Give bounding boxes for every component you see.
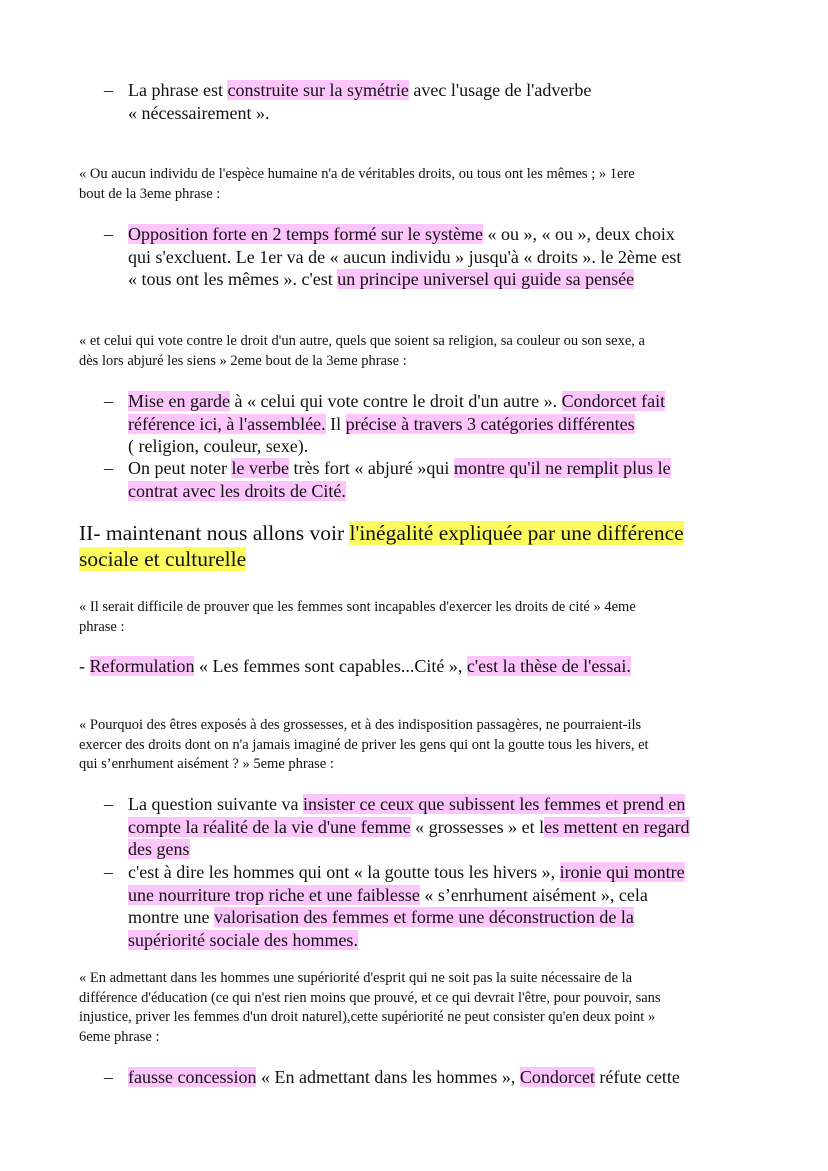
quote-5eme-phrase: « Pourquoi des êtres exposés à des grossesses, et à des indisposition passagères, ne pourraient-ils exercer des droits dont on n'a jamais imaginé de priver les gens qui ont la goutte tous les hivers, et qui s’enrhument aisément ? » 5eme phrase :: [79, 717, 649, 772]
highlight: une nourriture trop riche et une faiblesse: [128, 884, 420, 905]
bullet-opposition: – Opposition forte en 2 temps formé sur le système « ou », « ou », deux choix qui s'excluent. Le 1er va de « aucun individu » jusqu'à « droits ». le 2ème est « tous ont les mêmes ». c'est un principe universel qui guide sa pensée: [104, 224, 682, 290]
highlight: compte la réalité de la vie d'une femme: [128, 816, 411, 837]
highlight: ironie qui montre: [559, 862, 685, 882]
highlight: des gens: [128, 839, 190, 860]
bullet-fausse-concession: – fausse concession « En admettant dans les hommes », Condorcet réfute cette: [104, 1067, 680, 1087]
highlight: Opposition forte en 2 temps formé sur le système: [128, 224, 483, 244]
bullet-symetrie: – La phrase est construite sur la symétrie avec l'usage de l'adverbe « nécessairement ».: [104, 80, 592, 123]
bullet-question: – La question suivante va insister ce ceux que subissent les femmes et prend en compte la réalité de la vie d'une femme « grossesses » et les mettent en regard des gens: [104, 794, 690, 860]
highlight: insister ce ceux que subissent les femmes et prend en: [302, 794, 686, 814]
bullet-mise-en-garde: – Mise en garde à « celui qui vote contre le droit d'un autre ». Condorcet fait référence ici, à l'assemblée. Il précise à travers 3 catégories différentes ( religion, couleur, sexe).: [104, 391, 666, 457]
highlight: es mettent en regard: [544, 816, 690, 837]
highlight: valorisation des femmes et forme une déconstruction de la: [213, 907, 634, 928]
highlight: un principe universel qui guide sa pensée: [337, 269, 635, 290]
highlight: construite sur la symétrie: [227, 80, 409, 100]
highlight: Reformulation: [89, 656, 195, 676]
bullet-dash: –: [104, 80, 113, 100]
section-title-II: II- maintenant nous allons voir l'inégalité expliquée par une différence sociale et culturelle: [79, 521, 684, 571]
highlight: Mise en garde: [128, 391, 230, 411]
highlight: le verbe: [231, 458, 289, 478]
highlight: supériorité sociale des hommes.: [128, 929, 358, 950]
highlight: Condorcet: [519, 1067, 595, 1087]
quote-4eme-phrase: « Il serait difficile de prouver que les femmes sont incapables d'exercer les droits de cité » 4eme phrase :: [79, 599, 636, 635]
highlight: référence ici, à l'assemblée.: [128, 413, 326, 434]
highlight: c'est la thèse de l'essai.: [466, 656, 631, 676]
bullet-dash: –: [104, 458, 113, 478]
quote-6eme-phrase: « En admettant dans les hommes une supériorité d'esprit qui ne soit pas la suite nécessaire de la différence d'éducation (ce qui n'est rien moins que prouvé, et ce qui devrait l'être, pour pouvoir, sans injustice, priver les femmes d'un droit naturel),cette supériorité ne peut consister qu'en deux point » 6eme phrase :: [79, 970, 661, 1045]
bullet-dash: –: [104, 794, 113, 814]
bullet-abjure: – On peut noter le verbe très fort « abjuré »qui montre qu'il ne remplit plus le contrat avec les droits de Cité.: [104, 458, 671, 501]
highlight: précise à travers 3 catégories différentes: [345, 413, 635, 434]
quote-3eme-phrase-1: « Ou aucun individu de l'espèce humaine n'a de véritables droits, ou tous ont les mêmes ; » 1ere bout de la 3eme phrase :: [79, 166, 635, 202]
bullet-dash: –: [104, 391, 113, 411]
paragraph-reformulation: - Reformulation « Les femmes sont capables...Cité », c'est la thèse de l'essai.: [79, 656, 631, 676]
highlight: montre qu'il ne remplit plus le: [453, 458, 671, 478]
highlight-yellow: l'inégalité expliquée par une différence: [349, 521, 684, 545]
highlight-yellow: sociale et culturelle: [79, 546, 247, 571]
highlight: contrat avec les droits de Cité.: [128, 480, 346, 501]
quote-3eme-phrase-2: « et celui qui vote contre le droit d'un autre, quels que soient sa religion, sa couleur ou son sexe, a dès lors abjuré les siens » 2eme bout de la 3eme phrase :: [79, 333, 645, 369]
highlight: Condorcet fait: [561, 391, 666, 411]
bullet-dash: –: [104, 862, 113, 882]
highlight: fausse concession: [128, 1067, 257, 1087]
bullet-dash: –: [104, 1067, 113, 1087]
bullet-dash: –: [104, 224, 113, 244]
bullet-ironie: – c'est à dire les hommes qui ont « la goutte tous les hivers », ironie qui montre une nourriture trop riche et une faiblesse « s’enrhument aisément », cela montre une valorisation des femmes et forme une déconstruction de la supériorité sociale des hommes.: [104, 862, 685, 950]
